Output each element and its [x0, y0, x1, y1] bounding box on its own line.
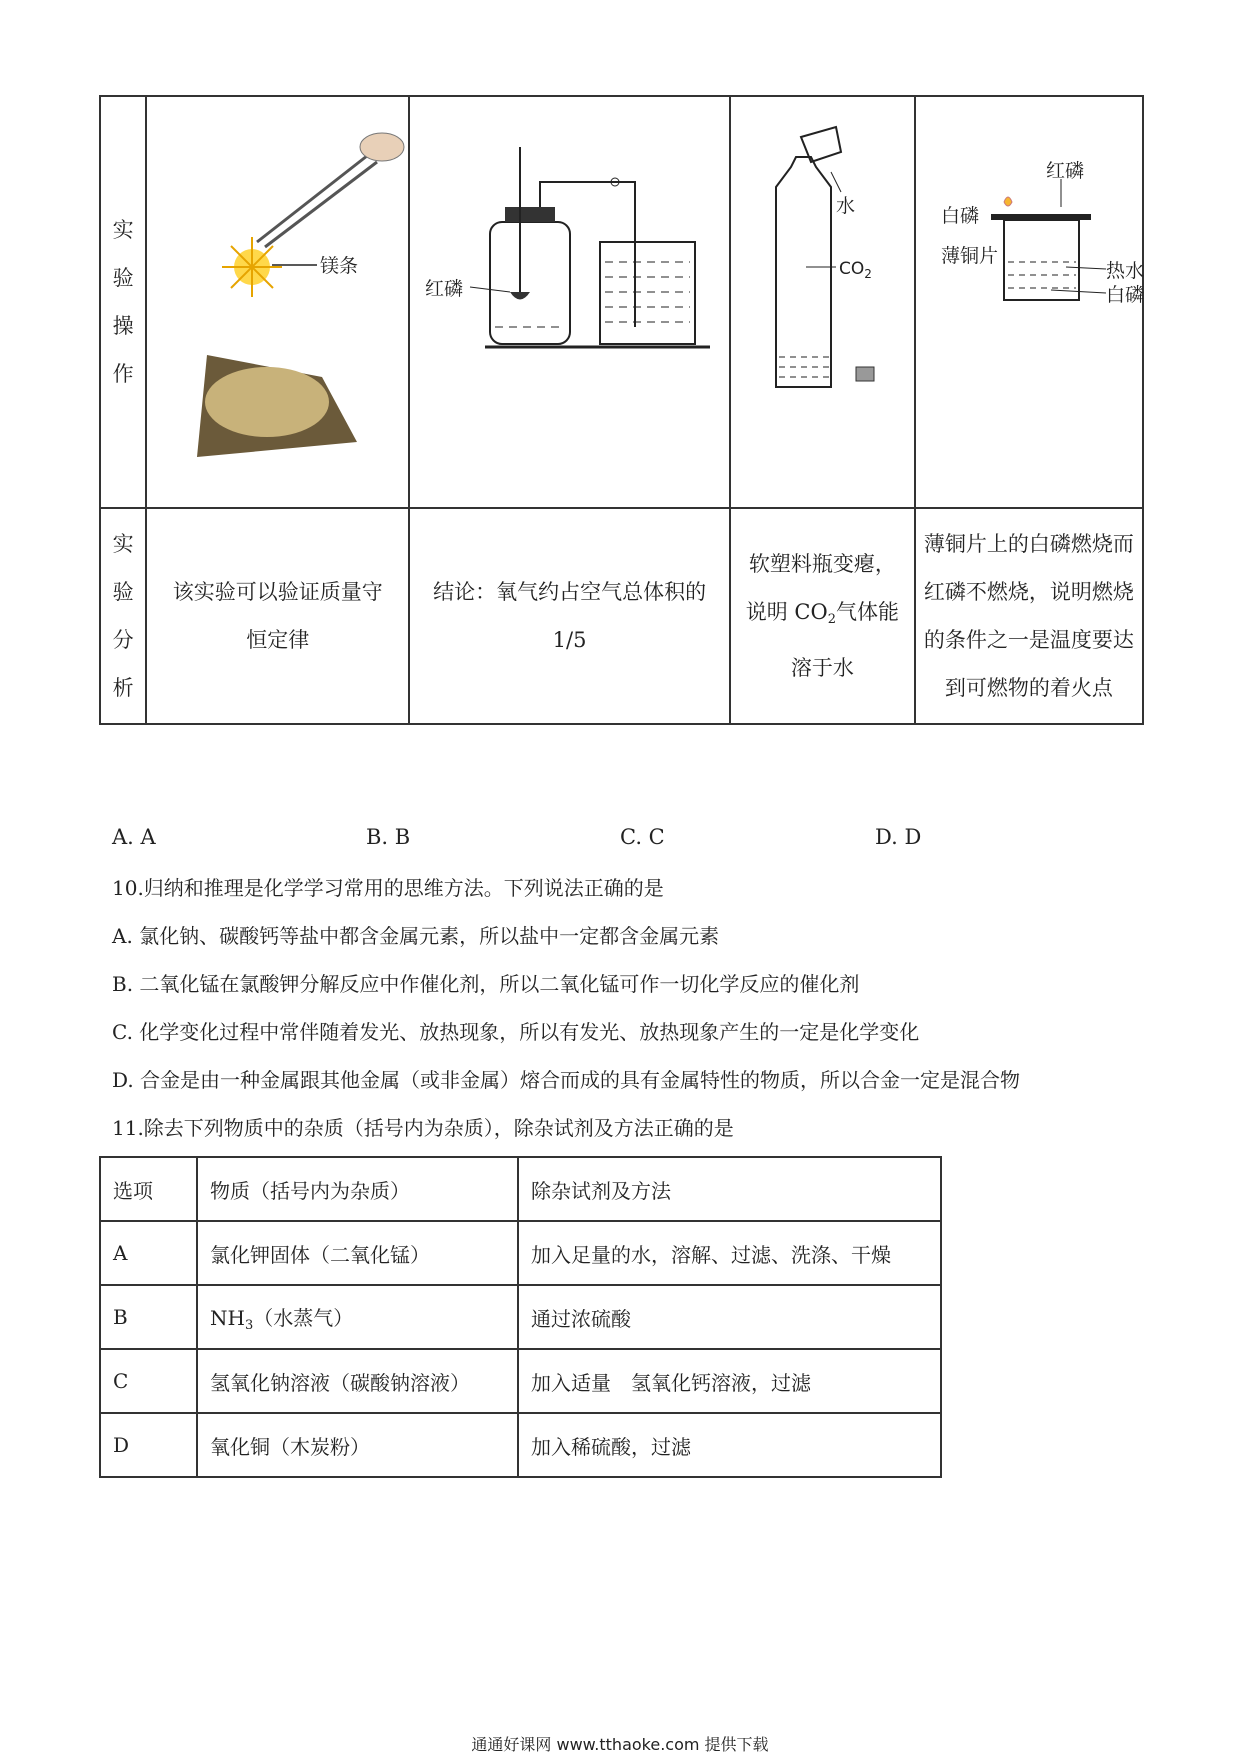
magnesium-burning-figure: [147, 97, 401, 503]
analysis-line: 恒定律: [246, 628, 310, 652]
q11-table: [99, 1156, 942, 1478]
row-head-char: 实: [112, 218, 134, 242]
option-c[interactable]: C. C: [620, 825, 665, 849]
row-head-char: 作: [112, 362, 134, 386]
analysis-b: [409, 508, 730, 724]
table-cell: 加入稀硫酸，过滤: [518, 1413, 941, 1477]
row-head-analysis: [100, 508, 146, 724]
white-phosphorus-top-label: 白磷: [940, 205, 979, 227]
row-head-char: 实: [112, 532, 134, 556]
row-head-char: 验: [112, 266, 134, 290]
table-row: [100, 1413, 941, 1477]
analysis-line: 薄铜片上的白磷燃烧而: [923, 532, 1134, 556]
table-cell: D: [100, 1413, 197, 1477]
analysis-line: 的条件之一是温度要达: [923, 628, 1134, 652]
row-head-operation: [100, 96, 146, 508]
header-cell: 物质（括号内为杂质）: [197, 1157, 518, 1221]
table-cell: 氢氧化钠溶液（碳酸钠溶液）: [197, 1349, 518, 1413]
white-phosphorus-bottom-label: 白磷: [1105, 284, 1144, 306]
water-label: 水: [835, 195, 855, 217]
row-head-char: 分: [112, 628, 134, 652]
table-header-row: [100, 1157, 941, 1221]
q10-option-b[interactable]: B. 二氧化锰在氯酸钾分解反应中作催化剂，所以二氧化锰可作一切化学反应的催化剂: [112, 972, 860, 996]
header-cell: 除杂试剂及方法: [518, 1157, 941, 1221]
figure-cell-d: [915, 96, 1143, 508]
option-a[interactable]: A. A: [112, 825, 156, 849]
q10-option-a[interactable]: A. 氯化钠、碳酸钙等盐中都含金属元素，所以盐中一定都含金属元素: [112, 924, 720, 948]
table-row: [100, 1285, 941, 1349]
analysis-line: 结论：氧气约占空气总体积的: [433, 580, 707, 604]
table-row: [100, 1221, 941, 1285]
row-head-char: 验: [112, 580, 134, 604]
combustion-condition-figure: [916, 97, 1144, 503]
magnesium-label: 镁条: [320, 255, 359, 277]
q10-option-d[interactable]: D. 合金是由一种金属跟其他金属（或非金属）熔合而成的具有金属特性的物质，所以合金一定是混合物: [112, 1068, 1021, 1092]
figure-cell-b: [409, 96, 730, 508]
q10-stem: 10.归纳和推理是化学学习常用的思维方法。下列说法正确的是: [112, 876, 664, 900]
oxygen-volume-figure: [410, 97, 720, 503]
table-row: [100, 1349, 941, 1413]
analysis-line: 到可燃物的着火点: [944, 676, 1113, 700]
figure-cell-c: [730, 96, 915, 508]
analysis-line: 红磷不燃烧，说明燃烧: [923, 580, 1134, 604]
table-cell: 通过浓硫酸: [518, 1285, 941, 1349]
analysis-line: 软塑料瓶变瘪，: [748, 552, 896, 576]
table-cell: B: [100, 1285, 197, 1349]
red-phosphorus-label: 红磷: [425, 278, 464, 300]
co2-label: $CO_2$: [838, 259, 872, 281]
analysis-line: 该实验可以验证质量守: [172, 580, 383, 604]
analysis-a: [146, 508, 409, 724]
analysis-line: 说明 $CO_2$气体能: [745, 600, 899, 627]
option-b[interactable]: B. B: [366, 825, 411, 849]
q10-option-c[interactable]: C. 化学变化过程中常伴随着发光、放热现象，所以有发光、放热现象产生的一定是化学变化: [112, 1020, 920, 1044]
experiment-table: [99, 95, 1144, 725]
red-phosphorus-label-d: 红磷: [1045, 160, 1084, 182]
copper-sheet-label: 薄铜片: [940, 245, 998, 267]
hot-water-label: 热水: [1105, 260, 1144, 282]
table-cell: 氯化钾固体（二氧化锰）: [197, 1221, 518, 1285]
analysis-line: 1/5: [552, 628, 587, 652]
analysis-line: 溶于水: [790, 656, 854, 680]
footer: 通通好课网 www.tthaoke.com 提供下载: [471, 1735, 769, 1754]
analysis-c: [730, 508, 915, 724]
table-cell: A: [100, 1221, 197, 1285]
table-cell: C: [100, 1349, 197, 1413]
table-cell: 加入足量的水，溶解、过滤、洗涤、干燥: [518, 1221, 941, 1285]
header-cell: 选项: [100, 1157, 197, 1221]
row-head-char: 操: [112, 314, 134, 338]
q11-stem: 11.除去下列物质中的杂质（括号内为杂质），除杂试剂及方法正确的是: [112, 1116, 734, 1140]
figure-cell-a: [146, 96, 409, 508]
table-cell: 氧化铜（木炭粉）: [197, 1413, 518, 1477]
table-cell: 加入适量 氢氧化钙溶液，过滤: [518, 1349, 941, 1413]
row-head-char: 析: [112, 676, 134, 700]
table-cell: $NH_3$（水蒸气）: [197, 1285, 518, 1349]
analysis-d: [915, 508, 1143, 724]
option-d[interactable]: D. D: [875, 825, 922, 849]
co2-bottle-figure: [731, 97, 909, 503]
